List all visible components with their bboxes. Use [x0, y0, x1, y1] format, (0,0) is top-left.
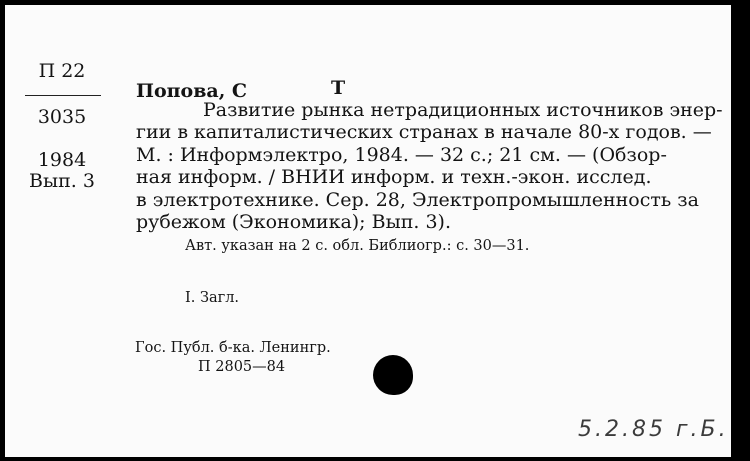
issue: Вып. 3 [29, 170, 95, 192]
description-line: ная информ. / ВНИИ информ. и техн.-экон. исслед. [136, 166, 652, 188]
catalog-number: 3035 [37, 106, 87, 128]
ink-blot [373, 355, 413, 395]
handwritten-mark: 5.2.85 г.Б. [578, 417, 729, 442]
author-note: Авт. указан на 2 с. обл. Библиогр.: с. 30—31. [185, 238, 530, 254]
description-line: Развитие рынка нетрадиционных источников энер- [203, 99, 723, 121]
catalog-card [5, 5, 731, 457]
class-code: П 22 [38, 60, 86, 82]
library-name: Гос. Публ. б-ка. Ленингр. [135, 340, 331, 356]
divider-rule [25, 95, 101, 96]
description-line: М. : Информэлектро, 1984. — 32 с.; 21 см. — (Обзор- [136, 144, 667, 166]
year: 1984 [37, 149, 87, 171]
description-line: гии в капиталистических странах в начале 80-х годов. — [136, 121, 712, 143]
description-line: в электротехнике. Сер. 28, Электропромышленность за [136, 189, 699, 211]
author-name: Попова, С [136, 80, 248, 102]
tracing: I. Загл. [185, 290, 240, 306]
description-line: рубежом (Экономика); Вып. 3). [136, 211, 451, 233]
author-letter: Т [331, 77, 346, 99]
card-number: П 2805—84 [198, 359, 286, 375]
